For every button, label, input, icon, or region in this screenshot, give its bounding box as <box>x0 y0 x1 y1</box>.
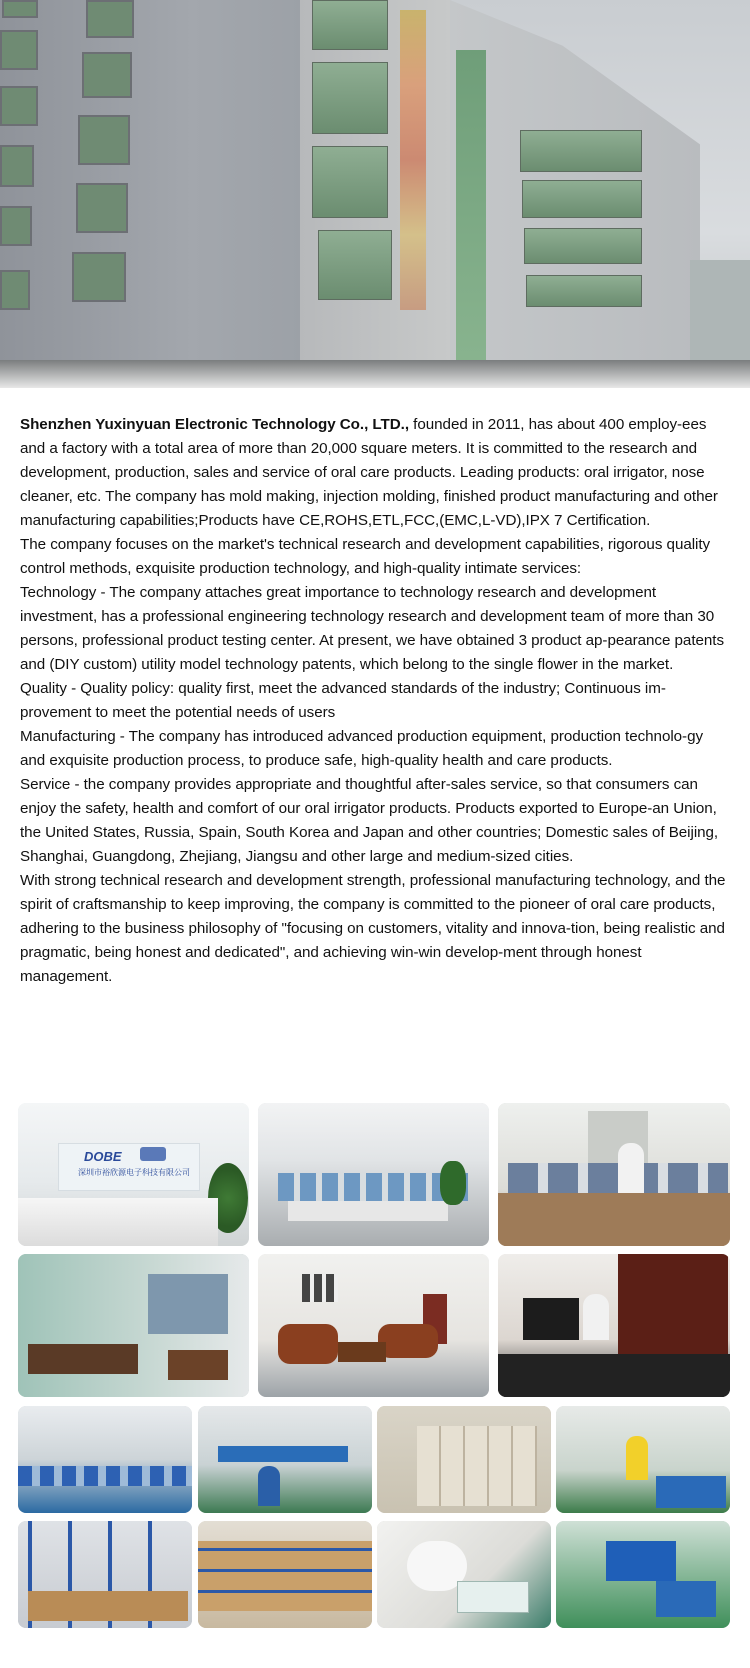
machine <box>606 1541 676 1581</box>
coffee-table <box>338 1342 386 1362</box>
blue-crates <box>656 1581 716 1617</box>
office-desk <box>168 1350 228 1380</box>
window <box>2 0 38 18</box>
ground-strip <box>0 360 750 388</box>
blue-crates <box>656 1476 726 1508</box>
colored-facade-strip <box>400 10 426 310</box>
glass-panel <box>312 146 388 218</box>
product-packages <box>457 1581 529 1613</box>
desk-row <box>288 1201 448 1221</box>
window <box>0 206 32 246</box>
reception-counter <box>18 1198 218 1246</box>
desk <box>498 1354 730 1397</box>
blue-crates <box>218 1446 348 1462</box>
window <box>82 52 132 98</box>
carton-boxes <box>417 1426 537 1506</box>
window <box>78 115 130 165</box>
manager-office-photo <box>498 1254 730 1397</box>
window <box>0 30 38 70</box>
desk <box>498 1193 730 1246</box>
closing-paragraph: With strong technical research and development strength, professional manufacturing technology, and the spirit of craftsmanship to keep improving, the company is committed to the pioneer of oral care products, adhering to the business philosophy of "focusing on customers, vitality and innova-tion, being realistic and pragmatic, being honest and dedicated", and achieving win-win develop-ment through honest management. <box>20 872 726 985</box>
intro-paragraph <box>20 413 732 533</box>
stacked-boxes <box>198 1541 372 1611</box>
worker <box>626 1436 648 1480</box>
glass-band <box>522 180 642 218</box>
window <box>72 252 126 302</box>
computer-monitor <box>523 1298 579 1340</box>
window <box>86 0 134 38</box>
window <box>0 270 30 310</box>
warehouse-boxes-photo <box>198 1521 372 1628</box>
company-introduction <box>20 413 732 989</box>
manual-inspection-photo <box>377 1521 551 1628</box>
service-paragraph: Service - the company provides appropriate and thoughtful after-sales service, so that consumers can enjoy the safety, health and comfort of our oral irrigator products. Products exported to Europe-an Union, the United States, Russia, Spain, South Korea and Japan and other countries; Domestic sales of Beijing, Shanghai, Guangdong, Zhejiang, Jiangsu and other large and medium-sized cities. <box>20 776 719 865</box>
focus-paragraph: The company focuses on the market's technical research and development capabilities, rigorous quality control methods, exquisite production technology, and high-quality intimate services: <box>20 536 711 577</box>
worker <box>258 1466 280 1506</box>
company-name: Shenzhen Yuxinyuan Electronic Technology Co., LTD., <box>20 416 410 433</box>
window <box>0 86 38 126</box>
technology-paragraph: Technology - The company attaches great importance to technology research and development investment, has a professional engineering technology research and development team of more than 30 persons, professional product testing center. At present, we have obtained 3 product ap-pearance patents and (DIY custom) utility model technology patents, which belong to the single flower in the market. <box>20 584 725 673</box>
glass-band <box>520 130 642 172</box>
plant <box>440 1161 466 1205</box>
workstations <box>18 1466 192 1486</box>
window <box>0 145 34 187</box>
staff-at-desks-photo <box>498 1103 730 1246</box>
leather-sofa <box>278 1324 338 1364</box>
glass-panel <box>318 230 392 300</box>
open-office-photo <box>258 1103 489 1246</box>
warehouse-racks-photo <box>18 1521 192 1628</box>
lounge-sofa-photo <box>258 1254 489 1397</box>
meeting-room-photo <box>18 1254 249 1397</box>
desk <box>28 1344 138 1374</box>
workers-packing-photo <box>198 1406 372 1513</box>
shrink-wrap-machine-photo <box>556 1521 730 1628</box>
glass-band <box>524 228 642 264</box>
wall-picture <box>302 1274 338 1302</box>
quality-paragraph: Quality - Quality policy: quality first, meet the advanced standards of the industry; Continuous im-provement to meet the potential needs of users <box>20 680 666 721</box>
staff-member <box>618 1143 644 1193</box>
bookshelf <box>618 1254 728 1354</box>
brand-logo-mark <box>140 1147 166 1161</box>
assembly-line-photo <box>18 1406 192 1513</box>
glass-band <box>526 275 642 307</box>
intro-text: founded in 2011, has about 400 employ-ees and a factory with a total area of more than 20,000 square meters. It is committed to the research and development, production, sales and service of oral care products. Leading products: oral irrigator, nose cleaner, etc. The company has mold making, injection molding, finished product manufacturing and other manufacturing capabilities;Products have CE,ROHS,ETL,FCC,(EMC,L-VD),IPX 7 Certification. <box>20 416 718 529</box>
glass-panel <box>312 62 388 134</box>
worker-with-crates-photo <box>556 1406 730 1513</box>
company-sign-text: 深圳市裕欣源电子科技有限公司 <box>78 1168 190 1177</box>
photo-background <box>18 1406 192 1513</box>
hero-factory-photo <box>0 0 750 388</box>
window <box>76 183 128 233</box>
building-left-facade <box>0 0 320 380</box>
staff-member <box>583 1294 609 1340</box>
green-glass-column <box>456 50 486 370</box>
boxes <box>28 1591 188 1621</box>
brand-logo-text: DOBE <box>84 1149 122 1164</box>
carton-stock-photo <box>377 1406 551 1513</box>
leather-sofa <box>378 1324 438 1358</box>
manufacturing-paragraph: Manufacturing - The company has introduced advanced production equipment, production technolo-gy and exquisite production process, to produce safe, high-quality health and care products. <box>20 728 704 769</box>
reception-desk-photo <box>18 1103 249 1246</box>
glass-panel <box>312 0 388 50</box>
window-blinds <box>148 1274 228 1334</box>
